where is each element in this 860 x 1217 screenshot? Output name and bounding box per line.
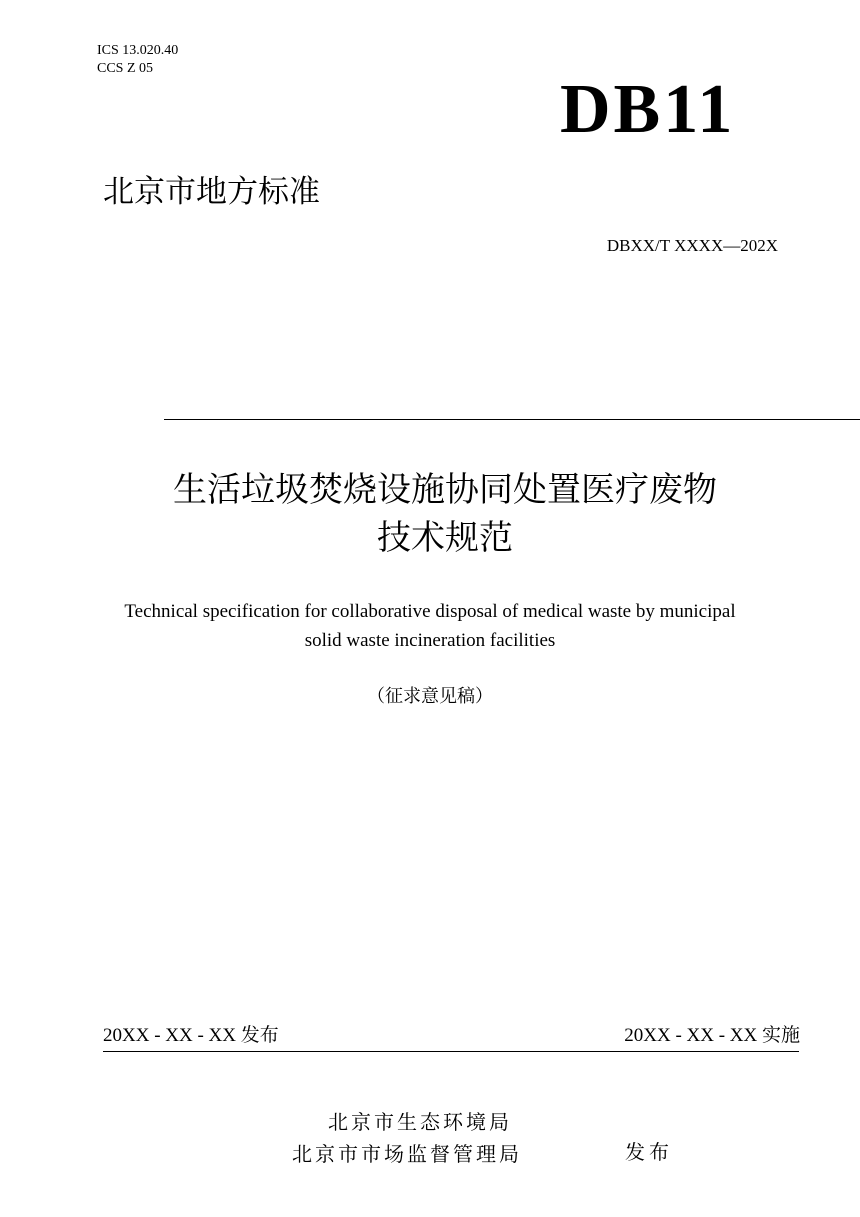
ccs-code: CCS Z 05	[97, 61, 154, 76]
chinese-title-line-1: 生活垃圾焚烧设施协同处置医疗废物	[173, 470, 717, 510]
bottom-divider	[103, 1051, 799, 1052]
english-title-line-1: Technical specification for collaborative disposal of medical waste by municipal	[124, 601, 736, 622]
standard-type: 北京市地方标准	[103, 174, 320, 210]
english-title-line-2: solid waste incineration facilities	[304, 630, 556, 651]
standard-logo: DB11	[560, 71, 736, 148]
implementation-date-suffix: 实施	[761, 1024, 800, 1046]
english-title	[0, 597, 860, 655]
top-divider	[164, 419, 860, 420]
ics-code: ICS 13.020.40	[97, 43, 179, 58]
classification-codes	[97, 42, 178, 78]
implementation-date	[624, 1022, 800, 1049]
issue-date	[103, 1022, 279, 1049]
issuer-ecology-bureau: 北京市生态环境局	[328, 1110, 512, 1134]
implementation-date-value: 20XX - XX - XX	[624, 1025, 758, 1046]
issuer-market-bureau: 北京市市场监督管理局	[292, 1142, 522, 1166]
chinese-title-line-2: 技术规范	[377, 518, 513, 558]
publish-label: 发布	[625, 1140, 673, 1164]
standard-number: DBXX/T XXXX—202X	[606, 236, 778, 255]
chinese-title	[0, 466, 860, 562]
issue-date-value: 20XX - XX - XX	[103, 1025, 236, 1046]
issue-date-suffix: 发布	[240, 1024, 279, 1046]
draft-note: （征求意见稿）	[367, 686, 493, 707]
issuing-authorities	[292, 1106, 522, 1170]
